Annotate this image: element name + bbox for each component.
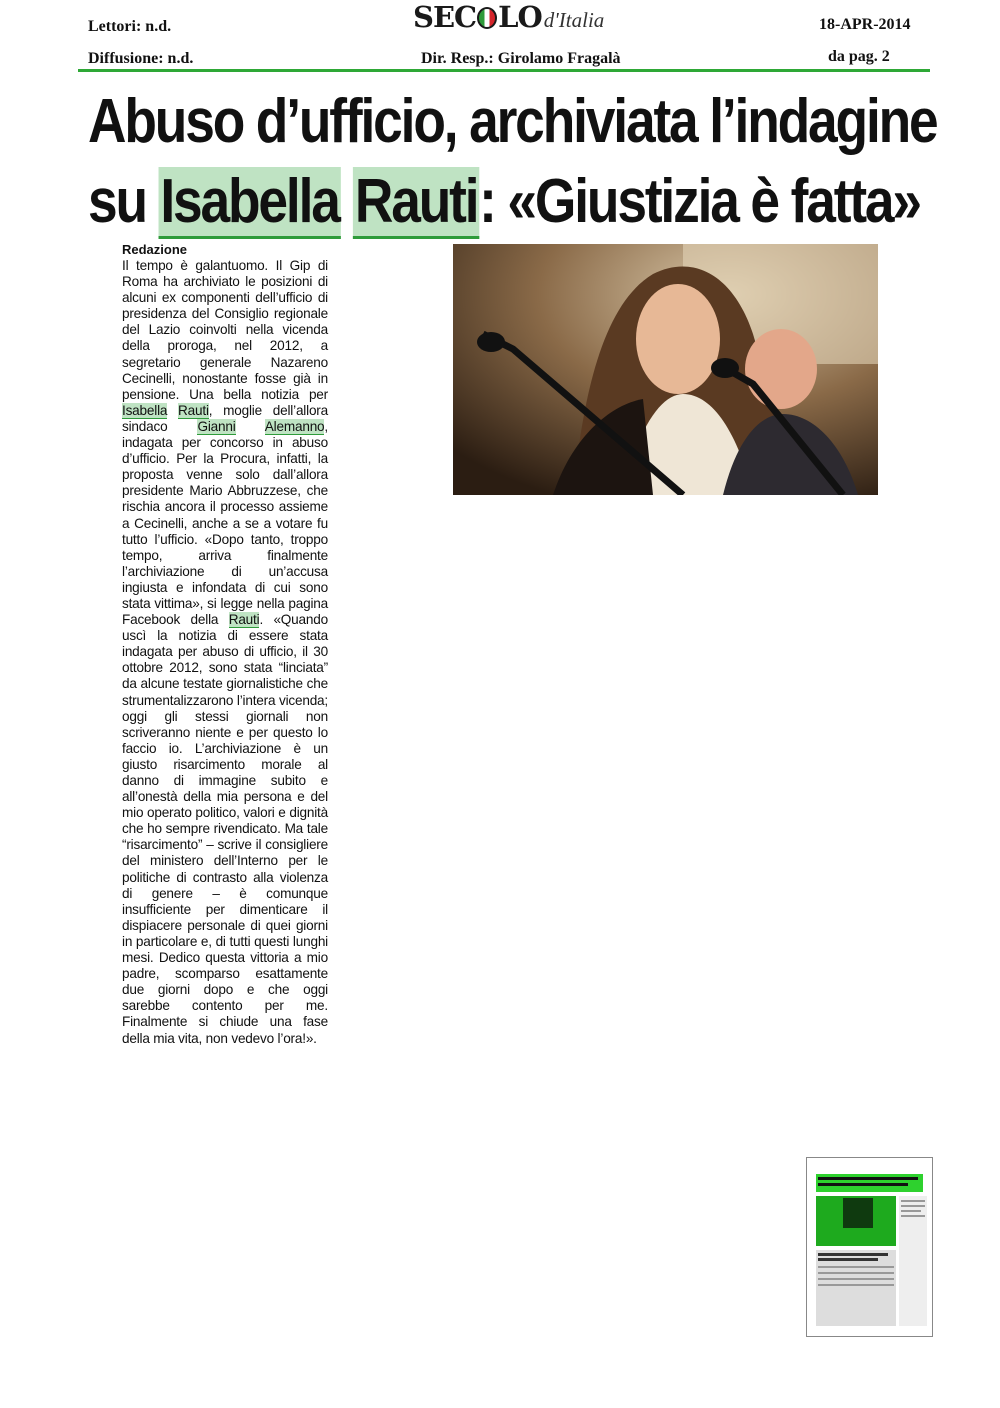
space-2 [236,419,265,434]
headline-space [340,167,353,236]
director-label: Dir. Resp.: Girolamo Fragalà [421,50,621,67]
tricolor-o-icon [477,7,497,29]
headline-line-2 [88,162,920,242]
article-headline [88,82,937,242]
page-thumbnail [806,1157,933,1337]
headline-line-1: Abuso d’ufficio, archiviata l’indagine [88,87,937,156]
name-alemanno: Alemanno [264,418,325,434]
article-body [122,258,328,1047]
diffusion-label: Diffusione: n.d. [88,50,194,67]
body-part-3: , indagata per concorso in abuso d’ufficio. Per la Procura, infatti, la proposta venne solo dall’allora presidente Mario Abbruzzese, che rischia ancora il processo assieme a Cecinelli, anche a se a votare fu tutto l’ufficio. «Dopo tanto, troppo tempo, arriva finalmente l’archiviazione di un’accusa ingiusta e infondata di cui sono stata vittima», si legge nella pagina Facebook della [122,418,328,628]
name-rauti: Rauti [178,402,209,418]
thumbnail-illustration [807,1158,932,1336]
date-label: 18-APR-2014 [819,16,911,33]
body-part-1: Il tempo è galantuomo. Il Gip di Roma ha archiviato le posizioni di alcuni ex componenti dell’ufficio di presidenza del Consiglio regionale del Lazio coinvolti nella vicenda della proroga, nel 2012, a segretario generale Nazareno Cecinelli, nonostante fosse già in pensione. Una bella notizia per [122,258,328,402]
logo-text-1: SEC [413,0,477,34]
name-gianni: Gianni [197,418,236,434]
headline-suffix: : «Giustizia è fatta» [479,167,920,236]
space [167,403,178,418]
byline: Redazione [122,242,188,257]
headline-name-isabella: Isabella [159,167,341,239]
header-divider [78,69,930,72]
article-photo [453,244,878,495]
logo-text-2: LO [498,0,542,34]
newspaper-logo [413,0,604,36]
logo-subtext: d'Italia [543,8,605,32]
body-part-4: . «Quando uscì la notizia di essere stata indagata per abuso di ufficio, il 30 ottobre 2012, sono stata “linciata” da alcune testate giornalistiche che strumentalizzarono l’intera vicenda; oggi gli stessi giornali non scriveranno niente e per questo lo faccio io. L’archiviazione è un giusto risarcimento morale al danno di immagine subito e all’onestà della mia persona e del mio operato politico, valori e dignità che ho sempre rivendicato. Ma tale “risarcimento” – scrive il consigliere del ministero dell’Interno per le politiche di contrasto alla violenza di genere – è comunque insufficiente per dimenticare il dispiacere personale di quei giorni in particolare e, di tutti questi lunghi mesi. Dedico questa vittoria a mio padre, scomparso esattamente due giorni dopo e che oggi sarebbe contento per me. Finalmente si chiude una fase della mia vita, non vedevo l’ora!». [122,612,328,1046]
photo-illustration [453,244,878,495]
body-part-2: , moglie dell’allora sindaco [122,402,328,434]
name-isabella: Isabella [122,402,168,418]
name-rauti-2: Rauti [228,612,260,628]
readers-label: Lettori: n.d. [88,18,172,35]
page-ref-label: da pag. 2 [828,48,890,65]
headline-prefix: su [88,167,159,236]
headline-name-rauti: Rauti [353,167,479,239]
